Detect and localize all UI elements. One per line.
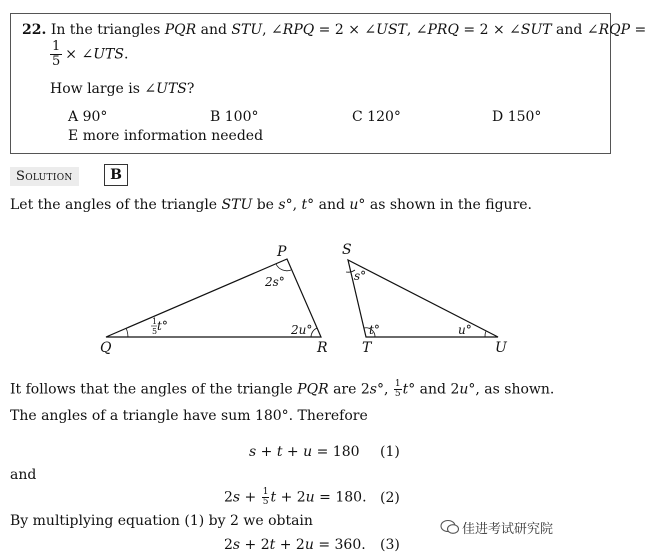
angle-label-t: t° xyxy=(369,323,380,337)
angle-label-u: u° xyxy=(458,323,472,337)
solution-label: Solution xyxy=(10,167,79,186)
arc-angle-q xyxy=(126,328,128,337)
wechat-icon xyxy=(440,518,460,536)
equation-1: s + t + u = 180 xyxy=(249,444,360,460)
angle-q-fraction xyxy=(151,317,157,336)
arc-angle-u xyxy=(485,331,486,337)
equation-3-number: (3) xyxy=(380,537,400,553)
vertex-label-t: T xyxy=(362,340,372,356)
sum-text: The angles of a triangle have sum 180°. Therefore xyxy=(10,408,368,424)
vertex-label-s: S xyxy=(342,242,352,258)
watermark-text: 佳进考试研究院 xyxy=(462,522,554,537)
vertex-label-q: Q xyxy=(100,340,112,356)
equation-3: 2s + 2t + 2u = 360. xyxy=(224,537,366,553)
equation-1-number: (1) xyxy=(380,444,400,460)
option-c: C 120° xyxy=(352,109,401,125)
angle-label-s: s° xyxy=(354,269,367,283)
svg-text:1: 1 xyxy=(152,317,158,326)
triangles-figure xyxy=(95,240,515,355)
angle-label-q: t° xyxy=(157,319,168,333)
option-b: B 100° xyxy=(210,109,259,125)
answer-box: B xyxy=(104,164,128,186)
vertex-label-u: U xyxy=(495,340,507,356)
fraction-one-fifth: $\frac{1}{5}$ xyxy=(52,39,61,69)
question-line-1: 22. In the triangles PQR and STU, ∠RPQ = 2 × ∠UST, ∠PRQ = 2 × ∠SUT and ∠RQP = xyxy=(22,22,646,38)
vertex-label-r: R xyxy=(317,340,328,356)
and-text: and xyxy=(10,467,37,483)
question-line-2: $\frac{1}{5}$ × ∠UTS. xyxy=(52,39,129,69)
question-number: 22. xyxy=(22,22,47,38)
equation-2-number: (2) xyxy=(380,490,400,506)
question-ask: How large is ∠UTS? xyxy=(50,81,195,97)
solution-intro: Let the angles of the triangle STU be s°, t° and u° as shown in the figure. xyxy=(10,197,532,213)
option-e: E more information needed xyxy=(68,128,264,144)
angle-label-r: 2u° xyxy=(291,323,313,337)
multiply-text: By multiplying equation (1) by 2 we obtain xyxy=(10,513,313,529)
option-d: D 150° xyxy=(492,109,542,125)
arc-angle-p xyxy=(276,264,291,271)
svg-text:5: 5 xyxy=(152,327,158,336)
solution-follows: It follows that the angles of the triangle PQR are 2s°, $\frac{1}{5}$ t° and 2u°, as shown. xyxy=(10,379,555,399)
angle-label-p: 2s° xyxy=(265,275,285,289)
vertex-label-p: P xyxy=(277,244,287,260)
equation-2: 2s + $\frac{1}{5}$ t + 2u = 180. xyxy=(224,487,367,507)
option-a: A 90° xyxy=(68,109,108,125)
